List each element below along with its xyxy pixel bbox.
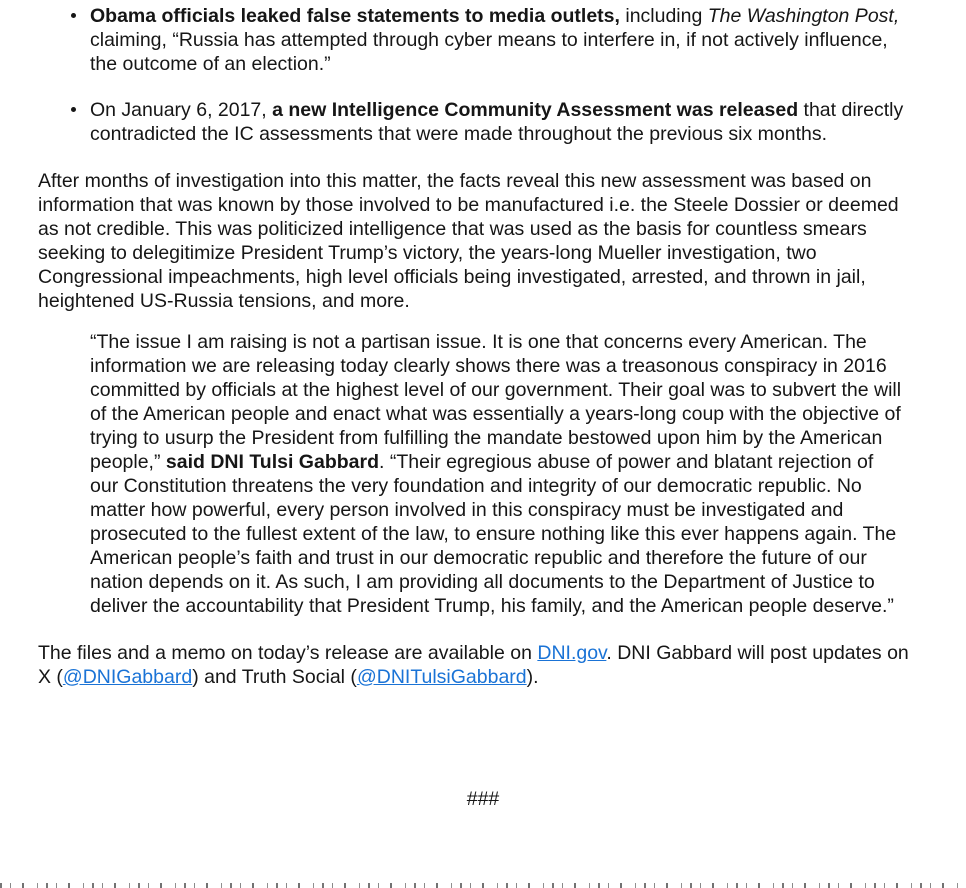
quote-gabbard-statement xyxy=(90,330,905,618)
bullet-item-ica-released xyxy=(90,98,905,146)
footer-text: The files and a memo on today’s release are available on xyxy=(38,642,538,664)
bullet-text: On January 6, 2017, xyxy=(90,99,273,121)
bullet-bold-text: a new Intelligence Community Assessment was released xyxy=(272,99,799,121)
bullet-item-leaked-statements xyxy=(90,4,905,76)
quote-text: “The issue I am raising is not a partisan issue. It is one that concerns every American. The information we are releasing today clearly shows there was a treasonous conspiracy in 2016 committed by officials at the highest level of our government. Their goal was to subvert the will of the American people and enact what was essentially a years-long coup with the objective of trying to usurp the President from fulfilling the mandate bestowed upon him by the American people,” xyxy=(90,331,902,473)
quote-attribution: said DNI Tulsi Gabbard xyxy=(165,451,379,473)
paragraph-investigation-findings: After months of investigation into this matter, the facts reveal this new assessment was based on information that was known by those involved to be manufactured i.e. the Steele Dossier or deemed as not credible. This was politicized intelligence that was used as the basis for countless smears seeking to delegitimize President Trump’s victory, the years-long Mueller investigation, two Congressional impeachments, high level officials being investigated, arrested, and thrown in jail, heightened US-Russia tensions, and more. xyxy=(38,170,899,312)
link-dni-gov[interactable]: DNI.gov xyxy=(537,642,607,664)
bullet-icon xyxy=(71,107,76,112)
footer-text: . DNI Gabbard will post updates on X ( xyxy=(38,642,909,688)
footer-text: ). xyxy=(526,666,539,688)
bullet-text: including xyxy=(619,5,708,27)
link-truthsocial-handle-dnitulsigabbard[interactable]: @DNITulsiGabbard xyxy=(356,666,527,688)
end-marker: ### xyxy=(466,788,500,810)
bullet-text: that directly contradicted the IC assessments that were made throughout the previous six months. xyxy=(90,99,904,145)
cutoff-text-artifact xyxy=(0,883,966,888)
quote-text: . “Their egregious abuse of power and blatant rejection of our Constitution threatens the very foundation and integrity of our democratic republic. No matter how powerful, every person involved in this conspiracy must be investigated and prosecuted to the fullest extent of the law, to ensure nothing like this ever happens again. The American people’s faith and trust in our democratic republic and therefore the future of our nation depends on it. As such, I am providing all documents to the Department of Justice to deliver the accountability that President Trump, his family, and the American people deserve.” xyxy=(90,451,897,617)
bullet-bold-text: Obama officials leaked false statements to media outlets, xyxy=(90,5,620,27)
footer-text: ) and Truth Social ( xyxy=(192,666,357,688)
bullet-list xyxy=(38,4,966,146)
bullet-text: claiming, “Russia has attempted through cyber means to interfere in, if not actively influence, the outcome of an election.” xyxy=(90,29,888,75)
paragraph-file-availability xyxy=(38,641,910,689)
link-x-handle-dnigabbard[interactable]: @DNIGabbard xyxy=(62,666,193,688)
bullet-icon xyxy=(71,13,76,18)
bullet-italic-text: The Washington Post, xyxy=(707,5,900,27)
